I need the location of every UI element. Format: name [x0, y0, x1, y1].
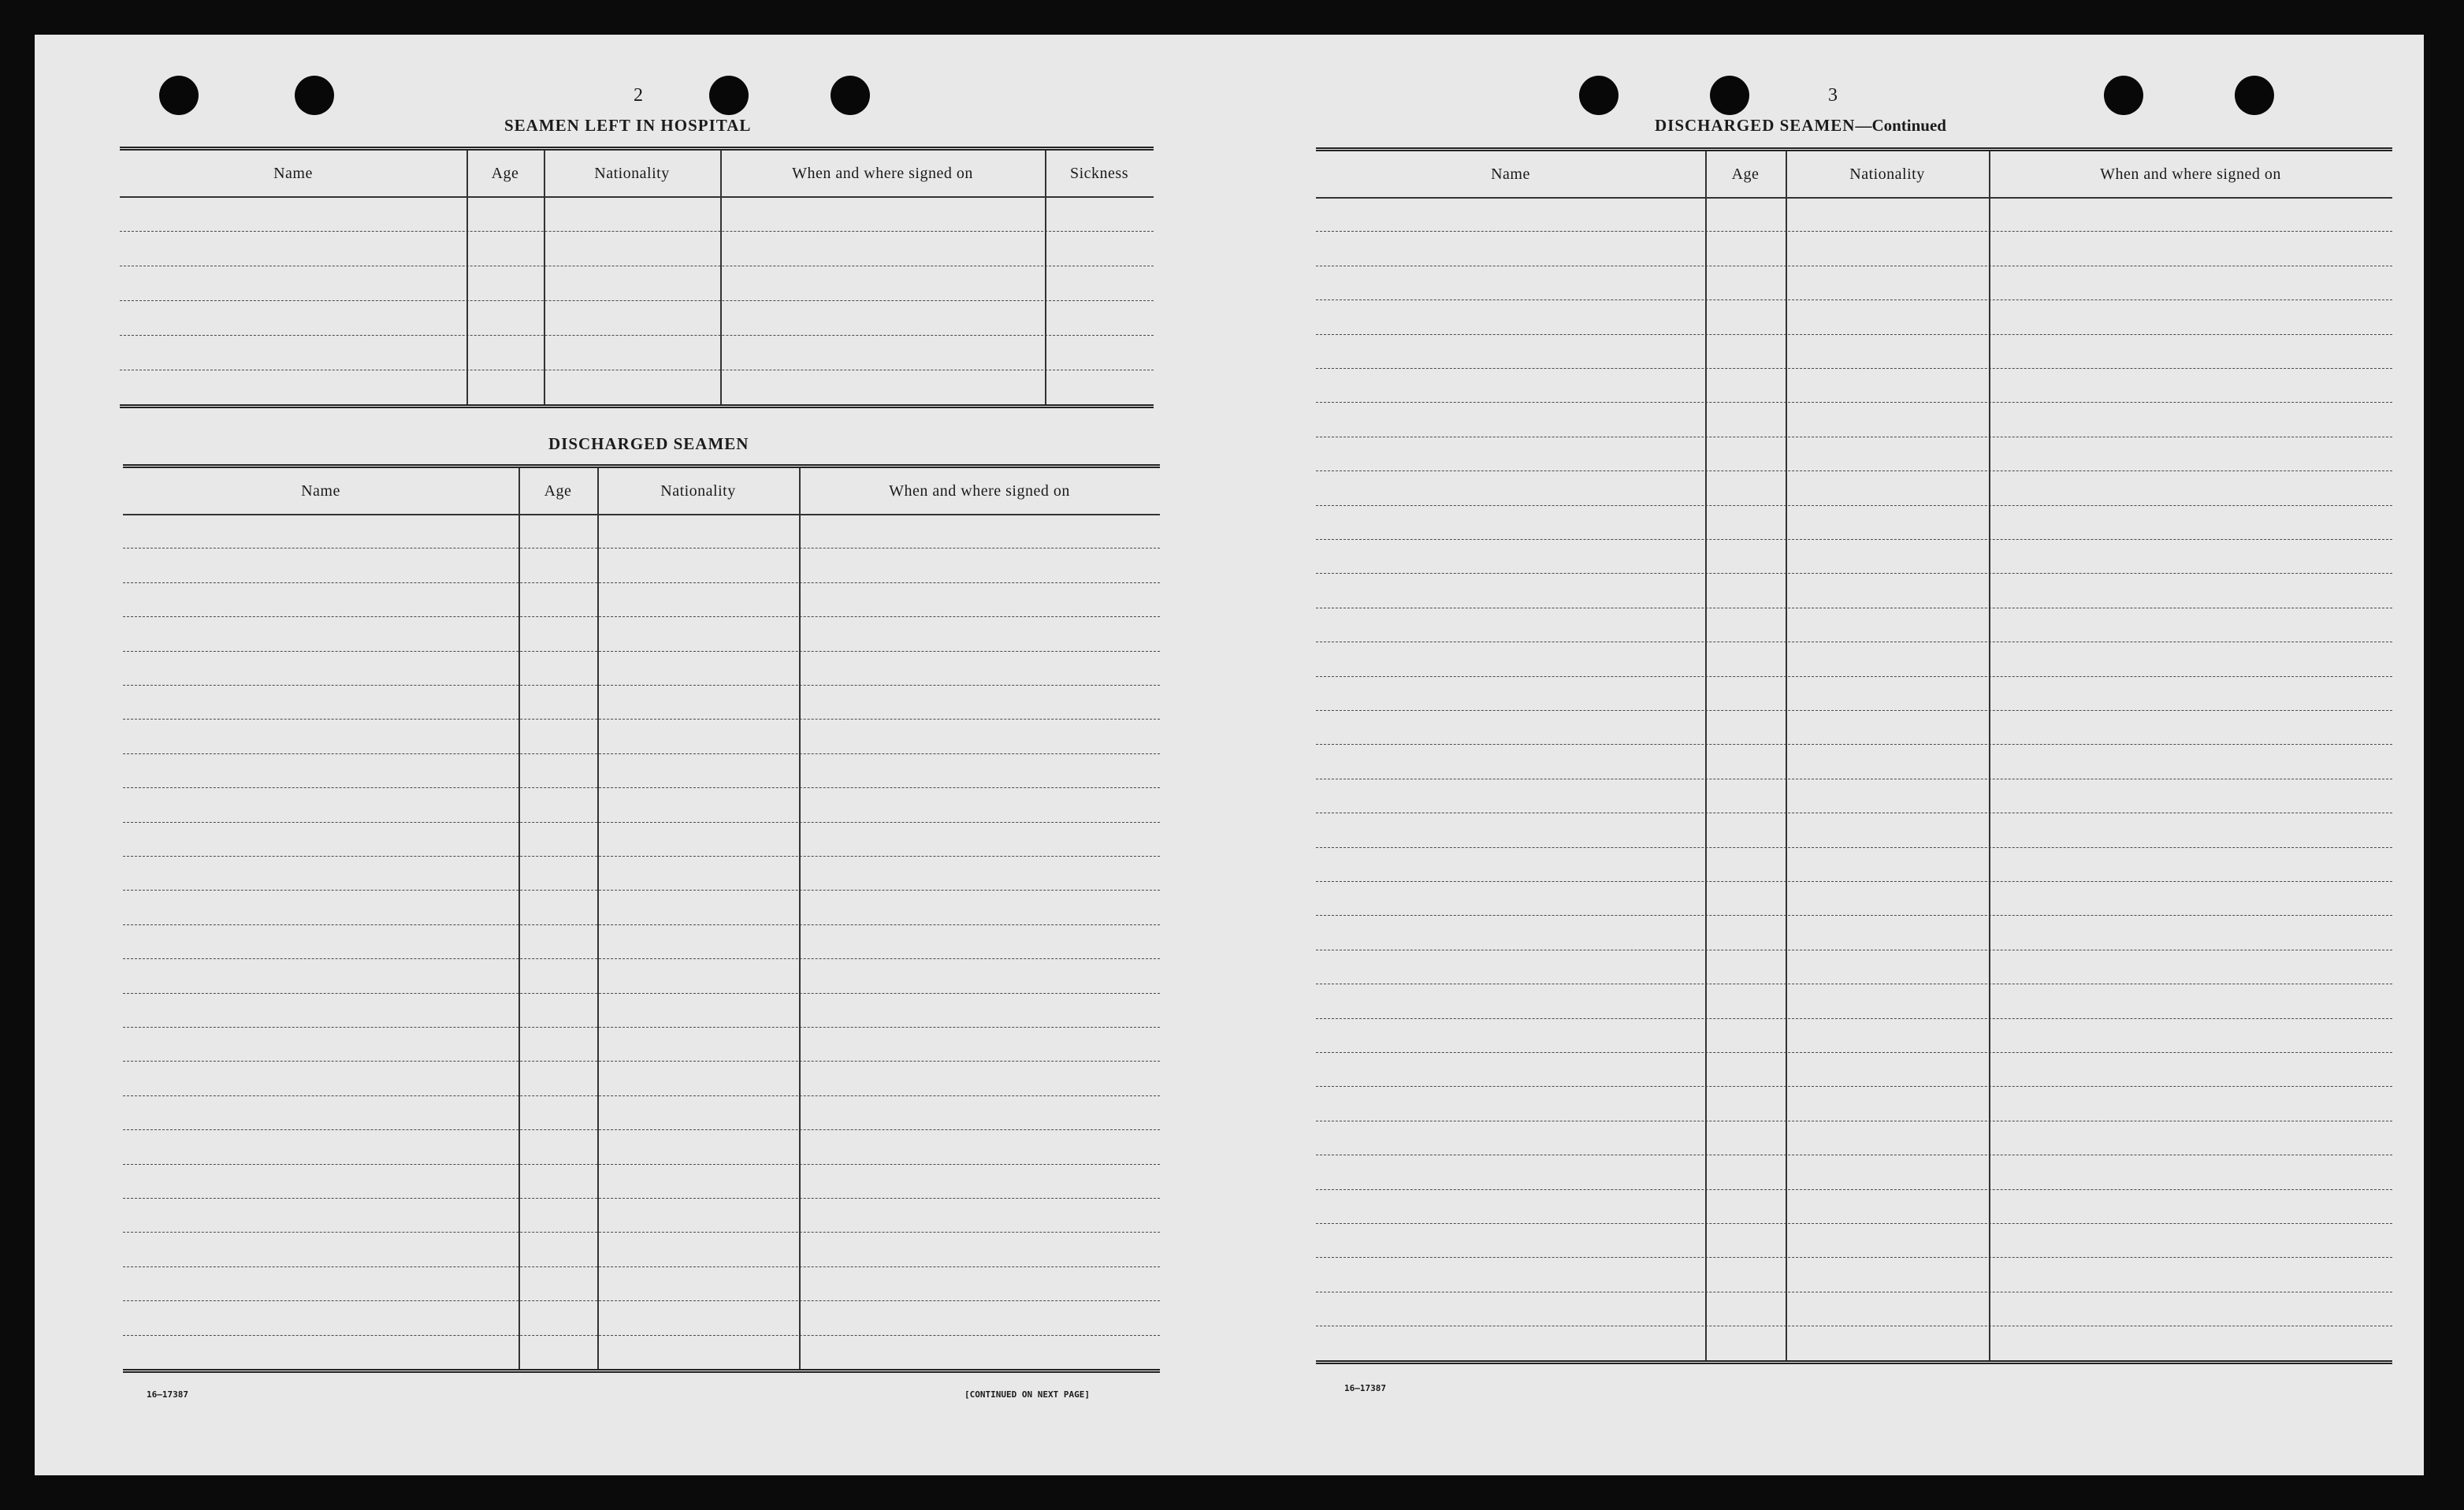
table-row [123, 924, 1160, 925]
column-header: Age [1731, 166, 1760, 183]
table-row [1316, 573, 2392, 574]
table-row [123, 651, 1160, 652]
table-row [1316, 1018, 2392, 1019]
table-row [1316, 231, 2392, 232]
table-row [1316, 1086, 2392, 1087]
table-row [1316, 1189, 2392, 1190]
table-row [123, 753, 1160, 754]
table-row [123, 1095, 1160, 1096]
table-row [120, 335, 1154, 336]
column-header: When and where signed on [889, 482, 1070, 500]
table-row [123, 1300, 1160, 1301]
table-row [123, 1027, 1160, 1028]
discharged-section-title: DISCHARGED SEAMEN [548, 434, 749, 453]
continued-section-title [1655, 116, 1946, 136]
column-divider [1989, 151, 1990, 1360]
table-row [123, 1266, 1160, 1267]
continued-section-title-suffix: —Continued [1855, 116, 1946, 135]
table-row [123, 958, 1160, 959]
punch-hole [2235, 76, 2274, 115]
punch-hole [709, 76, 749, 115]
column-header: Name [301, 482, 340, 500]
table-row [123, 856, 1160, 857]
document-sheet [35, 35, 2424, 1475]
column-divider [597, 468, 599, 1369]
column-header: Nationality [660, 482, 736, 500]
table-row [1316, 505, 2392, 506]
punch-hole [295, 76, 334, 115]
column-header: When and where signed on [792, 165, 973, 182]
table-bottom-rule [120, 404, 1154, 408]
form-number-left: 16—17387 [147, 1389, 188, 1400]
discharged-table [123, 464, 1160, 1423]
punch-hole [1579, 76, 1619, 115]
page-number-left: 2 [634, 85, 643, 106]
table-row [1316, 744, 2392, 745]
punch-hole [159, 76, 199, 115]
table-row [1316, 1223, 2392, 1224]
continued-section-title-main: DISCHARGED SEAMEN [1655, 116, 1856, 135]
table-row [123, 1335, 1160, 1336]
form-number-right: 16—17387 [1344, 1383, 1386, 1393]
punch-hole [2104, 76, 2143, 115]
column-divider [1045, 151, 1046, 404]
table-row [1316, 539, 2392, 540]
punch-hole [831, 76, 870, 115]
table-row [123, 582, 1160, 583]
hospital-table [120, 147, 1154, 450]
column-header: Age [491, 165, 519, 182]
table-row [1316, 881, 2392, 882]
table-row [1316, 710, 2392, 711]
table-row [1316, 847, 2392, 848]
table-row [120, 300, 1154, 301]
table-row [123, 1129, 1160, 1130]
table-row [1316, 368, 2392, 369]
table-row [123, 685, 1160, 686]
punch-hole [1710, 76, 1749, 115]
table-row [1316, 470, 2392, 471]
table-row [1316, 915, 2392, 916]
table-bottom-rule [1316, 1360, 2392, 1364]
table-row [1316, 402, 2392, 403]
continued-table [1316, 147, 2392, 1415]
column-divider [1705, 151, 1707, 1360]
table-row [120, 231, 1154, 232]
column-header: Nationality [1849, 166, 1925, 183]
table-row [123, 993, 1160, 994]
table-row [123, 1061, 1160, 1062]
table-row [1316, 299, 2392, 300]
column-header: Sickness [1070, 165, 1128, 182]
table-row [1316, 1052, 2392, 1053]
column-header: Name [273, 165, 313, 182]
table-row [1316, 334, 2392, 335]
table-row [123, 822, 1160, 823]
column-header: Name [1491, 166, 1530, 183]
table-bottom-rule [123, 1369, 1160, 1373]
table-row [123, 1232, 1160, 1233]
table-row [123, 548, 1160, 549]
column-header: When and where signed on [2100, 166, 2281, 183]
column-divider [466, 151, 468, 404]
table-row [1316, 1257, 2392, 1258]
table-row [123, 616, 1160, 617]
table-row [123, 719, 1160, 720]
column-header: Age [544, 482, 572, 500]
continued-note: [CONTINUED ON NEXT PAGE] [964, 1389, 1090, 1400]
column-divider [720, 151, 722, 404]
table-row [123, 1164, 1160, 1165]
table-row [123, 787, 1160, 788]
table-row [1316, 676, 2392, 677]
hospital-section-title: SEAMEN LEFT IN HOSPITAL [504, 116, 752, 135]
column-divider [1786, 151, 1787, 1360]
column-header: Nationality [594, 165, 670, 182]
table-row [123, 1198, 1160, 1199]
column-divider [799, 468, 801, 1369]
table-row [123, 890, 1160, 891]
column-divider [518, 468, 520, 1369]
column-divider [544, 151, 545, 404]
page-number-right: 3 [1828, 85, 1838, 106]
